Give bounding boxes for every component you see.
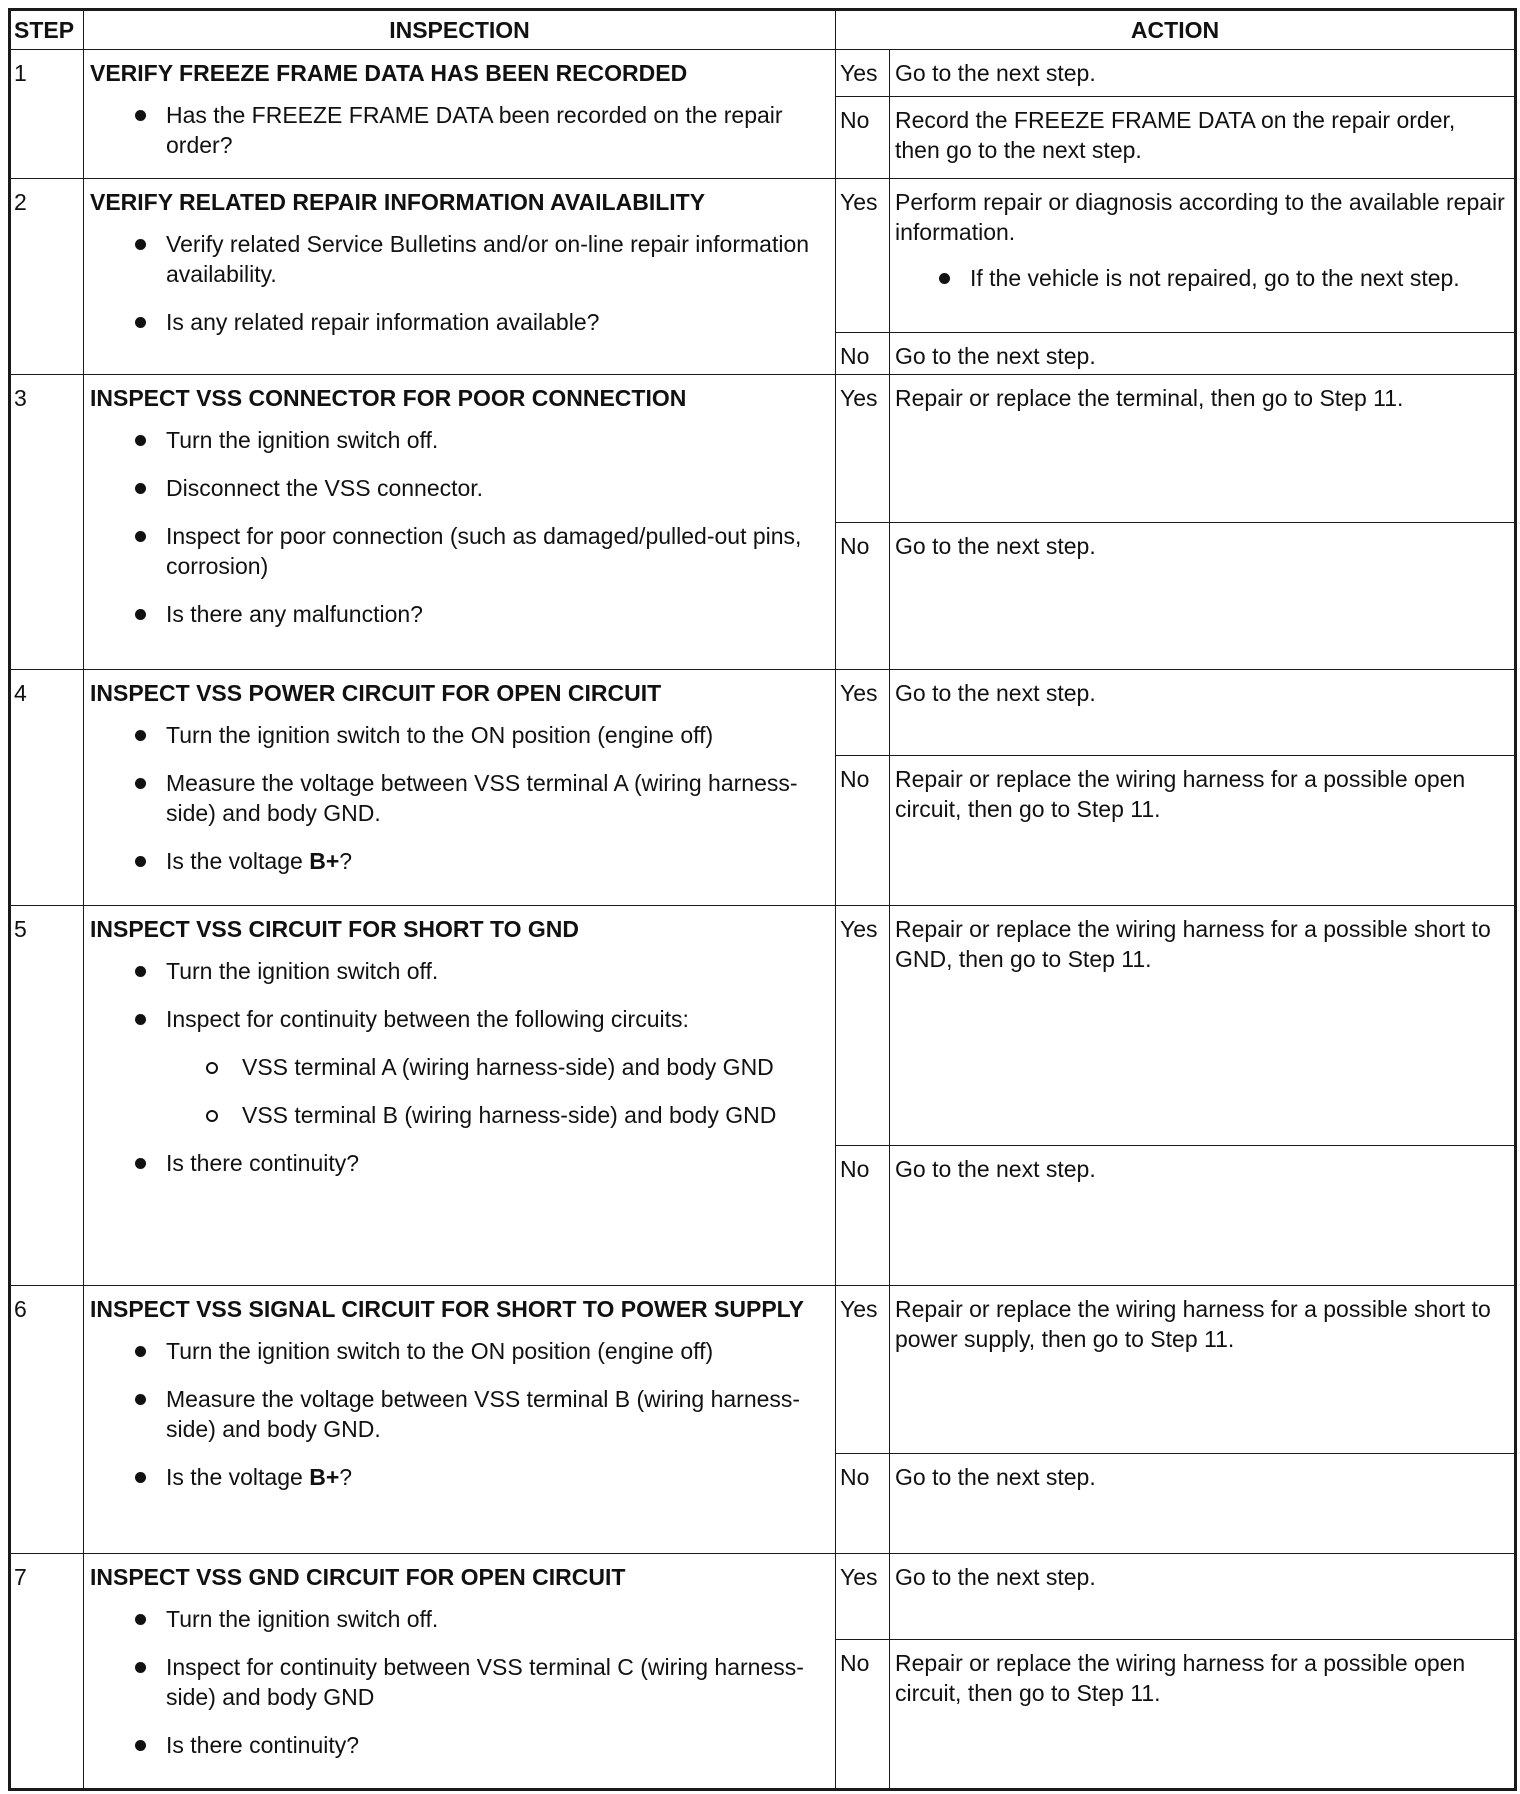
yes-label: Yes xyxy=(836,906,890,1146)
inspection-item: Inspect for continuity between VSS terminal C (wiring harness-side) and body GND xyxy=(90,1652,827,1712)
yes-action-text: Repair or replace the terminal, then go to Step 11. xyxy=(895,385,1404,411)
action-sub-list xyxy=(895,263,1506,293)
yes-action xyxy=(890,375,1516,523)
inspection-item: Turn the ignition switch off. xyxy=(90,1604,827,1634)
step-row-3 xyxy=(10,375,1516,523)
no-label: No xyxy=(836,1146,890,1286)
no-action: Repair or replace the wiring harness for a possible open circuit, then go to Step 11. xyxy=(890,756,1516,906)
inspection-cell xyxy=(84,50,836,179)
inspection-cell xyxy=(84,1286,836,1554)
yes-label: Yes xyxy=(836,1554,890,1640)
yes-action-text: Perform repair or diagnosis according to the available repair information. xyxy=(895,189,1505,245)
step-number: 7 xyxy=(10,1554,84,1790)
step-row-6 xyxy=(10,1286,1516,1454)
table-body xyxy=(10,50,1516,1790)
no-label: No xyxy=(836,523,890,670)
no-action: Go to the next step. xyxy=(890,333,1516,375)
inspection-item: Measure the voltage between VSS terminal A (wiring harness-side) and body GND. xyxy=(90,768,827,828)
step-row-5 xyxy=(10,906,1516,1146)
yes-action xyxy=(890,50,1516,97)
inspection-cell xyxy=(84,1554,836,1790)
step-row-1 xyxy=(10,50,1516,97)
no-label: No xyxy=(836,97,890,179)
yes-action-text: Go to the next step. xyxy=(895,680,1096,706)
no-label: No xyxy=(836,1640,890,1790)
action-sub-item: If the vehicle is not repaired, go to the next step. xyxy=(895,263,1506,293)
step-row-7 xyxy=(10,1554,1516,1640)
inspection-list xyxy=(90,1336,827,1492)
inspection-title: INSPECT VSS GND CIRCUIT FOR OPEN CIRCUIT xyxy=(90,1564,626,1590)
step-number: 4 xyxy=(10,670,84,906)
inspection-item: Inspect for poor connection (such as damaged/pulled-out pins, corrosion) xyxy=(90,521,827,581)
step-number: 2 xyxy=(10,179,84,375)
step-number: 3 xyxy=(10,375,84,670)
inspection-header: INSPECTION xyxy=(84,10,836,50)
inspection-item: Turn the ignition switch to the ON position (engine off) xyxy=(90,720,827,750)
inspection-item: Turn the ignition switch to the ON position (engine off) xyxy=(90,1336,827,1366)
inspection-item: Measure the voltage between VSS terminal B (wiring harness-side) and body GND. xyxy=(90,1384,827,1444)
header-row xyxy=(10,10,1516,50)
inspection-title: VERIFY RELATED REPAIR INFORMATION AVAILABILITY xyxy=(90,189,706,215)
inspection-item: Is any related repair information available? xyxy=(90,307,827,337)
step-number: 5 xyxy=(10,906,84,1286)
inspection-cell xyxy=(84,375,836,670)
inspection-item: Is the voltage B+? xyxy=(90,846,827,876)
diagnostic-table xyxy=(8,8,1517,1791)
step-row-4 xyxy=(10,670,1516,756)
yes-action xyxy=(890,1554,1516,1640)
yes-action xyxy=(890,1286,1516,1454)
voltage-value: B+ xyxy=(309,848,340,874)
yes-action xyxy=(890,906,1516,1146)
inspection-item: Inspect for continuity between the following circuits: VSS terminal A (wiring harness-side) and body GND VSS terminal B (wiring harness-side) and body GND xyxy=(90,1004,827,1130)
inspection-title: INSPECT VSS CIRCUIT FOR SHORT TO GND xyxy=(90,916,579,942)
sub-item: VSS terminal A (wiring harness-side) and body GND xyxy=(166,1052,827,1082)
yes-action xyxy=(890,670,1516,756)
yes-label: Yes xyxy=(836,375,890,523)
yes-label: Yes xyxy=(836,1286,890,1454)
inspection-title: INSPECT VSS POWER CIRCUIT FOR OPEN CIRCUIT xyxy=(90,680,662,706)
inspection-cell xyxy=(84,670,836,906)
yes-label: Yes xyxy=(836,50,890,97)
inspection-list xyxy=(90,1604,827,1760)
step-number: 6 xyxy=(10,1286,84,1554)
inspection-title: INSPECT VSS CONNECTOR FOR POOR CONNECTION xyxy=(90,385,687,411)
yes-label: Yes xyxy=(836,670,890,756)
no-label: No xyxy=(836,333,890,375)
yes-action xyxy=(890,179,1516,333)
inspection-item: Has the FREEZE FRAME DATA been recorded on the repair order? xyxy=(90,100,827,160)
voltage-value: B+ xyxy=(309,1464,340,1490)
step-row-2 xyxy=(10,179,1516,333)
inspection-item: Is the voltage B+? xyxy=(90,1462,827,1492)
no-action: Go to the next step. xyxy=(890,1454,1516,1554)
inspection-list xyxy=(90,956,827,1178)
no-action: Go to the next step. xyxy=(890,1146,1516,1286)
yes-action-text: Go to the next step. xyxy=(895,60,1096,86)
inspection-item: Is there continuity? xyxy=(90,1730,827,1760)
inspection-list xyxy=(90,229,827,337)
inspection-title: INSPECT VSS SIGNAL CIRCUIT FOR SHORT TO POWER SUPPLY xyxy=(90,1296,804,1322)
inspection-title: VERIFY FREEZE FRAME DATA HAS BEEN RECORDED xyxy=(90,60,688,86)
yes-label: Yes xyxy=(836,179,890,333)
sub-item: VSS terminal B (wiring harness-side) and body GND xyxy=(166,1100,827,1130)
inspection-list xyxy=(90,425,827,629)
inspection-cell xyxy=(84,179,836,375)
step-number: 1 xyxy=(10,50,84,179)
inspection-item: Is there any malfunction? xyxy=(90,599,827,629)
inspection-cell xyxy=(84,906,836,1286)
inspection-list xyxy=(90,720,827,876)
yes-action-text: Repair or replace the wiring harness for a possible short to GND, then go to Step 11. xyxy=(895,916,1491,972)
no-action: Record the FREEZE FRAME DATA on the repair order, then go to the next step. xyxy=(890,97,1516,179)
yes-action-text: Repair or replace the wiring harness for a possible short to power supply, then go to Step 11. xyxy=(895,1296,1491,1352)
yes-action-text: Go to the next step. xyxy=(895,1564,1096,1590)
inspection-list xyxy=(90,100,827,160)
inspection-item: Is there continuity? xyxy=(90,1148,827,1178)
sub-list xyxy=(166,1052,827,1130)
no-action: Go to the next step. xyxy=(890,523,1516,670)
inspection-item: Disconnect the VSS connector. xyxy=(90,473,827,503)
no-action: Repair or replace the wiring harness for a possible open circuit, then go to Step 11. xyxy=(890,1640,1516,1790)
inspection-item: Turn the ignition switch off. xyxy=(90,425,827,455)
inspection-item: Verify related Service Bulletins and/or on-line repair information availability. xyxy=(90,229,827,289)
inspection-item: Turn the ignition switch off. xyxy=(90,956,827,986)
step-header: STEP xyxy=(10,10,84,50)
no-label: No xyxy=(836,756,890,906)
action-header: ACTION xyxy=(836,10,1516,50)
no-label: No xyxy=(836,1454,890,1554)
